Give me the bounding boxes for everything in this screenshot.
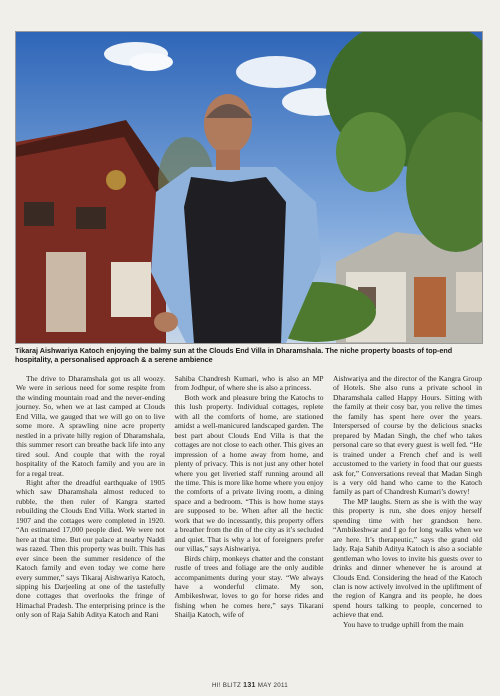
issue-date: MAY 2011 <box>257 682 289 689</box>
page-number: 131 <box>243 682 256 689</box>
page-footer <box>0 682 500 689</box>
paragraph: The drive to Dharamshala got us all woozy. We were in serious need for some respite from the winding mountain road and the never-ending journey. So, when we at last camped at Clouds End Villa, we gauged that we will go on to live some more. A sprawling nine acre property nestled in a private hilly region of Dharamshala, this summer resort can breathe back life into any tired soul. And couple that with the royal hospitality of the Katoch family and you are in for a regal treat. <box>16 374 165 478</box>
paragraph: Right after the dreadful earthquake of 1905 which saw Dharamshala almost reduced to rubble, the then ruler of Kangra started rebuilding the Clouds End Villa. Work started in 1907 and the cottages were completed in 1920. “An estimated 17,000 people died. We were not here at that time. But our palace at nearby Naddi was razed. Then this property was built. This has ever since been the summer residence of the Katoch family and even today we come here every summer,” says Tikaraj Aishwariya Katoch, sipping his Darjeeling at one of the tastefully done cottages that overlooks the fringe of Himachal Pradesh. The enterprising prince is the only son of Raja Sahib Aditya Katoch and Rani <box>16 477 165 620</box>
article-column-2 <box>175 374 324 664</box>
paragraph: The MP laughs. Stern as she is with the way this property is run, she does enjoy herself spending time with her grandson here. “Ambikeshwar and I go for long walks when we are here. It’s therapeutic,” says the grand old lady. Raja Sahib Aditya Katoch is also a sociable gentleman who loves to invite his guests over to drinks and dinner whenever he is around at Clouds End. Considering the head of the Katoch clan is now actively involved in the upliftment of the region of Kangra and its people, he does spend hours talking to people, concerned to achieve that end. <box>333 496 482 620</box>
paragraph: Birds chirp, monkeys chatter and the constant rustle of trees and foliage are the only audible accompaniments during your stay. “We always have a wonderful climate. My son, Ambikeshwar, loves to go for horse rides and fishing when he comes here,” says Tikarani Shailja Katoch, wife of <box>174 553 324 620</box>
paragraph: You have to trudge uphill from the main <box>343 619 464 629</box>
article-body <box>16 374 482 664</box>
article-column-3 <box>333 374 482 664</box>
paragraph: Aishwariya and the director of the Kangra Group of Hotels. She also runs a private school in Dharamshala called Happy Hours. Sitting with the family at their cosy bar, you relive the times the family has spent here over the years. Interspersed of course by the delicious snacks prepared by Madan Singh, the chef who takes personal care so that every guest is well fed. “He is trained under a French chef and is well accustomed to the variety in food that our guests ask for,” Conversations reveal that Madan Singh is a very old hand who came to the Katoch family as part of Chandresh Kumari’s dowry! <box>333 374 482 497</box>
feature-photo <box>15 31 483 344</box>
article-column-1 <box>16 374 165 664</box>
photo-caption: Tikaraj Aishwariya Katoch enjoying the balmy sun at the Clouds End Villa in Dharamshala. The niche property boasts of top-end hospitality, a personalised approach & a serene ambience <box>15 346 453 365</box>
paragraph: Sahiba Chandresh Kumari, who is also an MP from Jodhpur, of where she is also a princess. <box>174 374 324 393</box>
paragraph: Both work and pleasure bring the Katochs to this lush property. Individual cottages, replete with all the comforts of home, are stationed amidst a well-manicured landscaped garden. The best part about Clouds End Villa is that the cottages are not close to each other. This gives an impression of a home away from home, and plenty of privacy. This is not just any other hotel where you get liveried staff running around all the time. This is more like home where you enjoy the comforts of a private living room, a dining space and a bedroom. “This is how home stays are supposed to be. When after all the hectic work that we do incessantly, this property offers a breather from the din of the city as it’s secluded and quiet. That is why a lot of foreigners prefer our villas,” says Aishwariya. <box>174 392 324 554</box>
magazine-name: HI! BLITZ <box>211 682 242 689</box>
photo-illustration <box>16 32 482 343</box>
